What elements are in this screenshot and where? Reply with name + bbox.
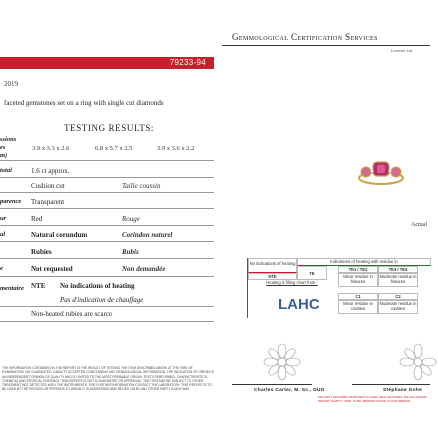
certificate-year: 2019 bbox=[4, 80, 18, 88]
species-en: Natural corundum bbox=[31, 231, 88, 239]
row-label-dimensions-1: ssions bbox=[0, 136, 17, 143]
disclaimer-fineprint: THE INFORMATION CONTAINED IN THE REPORT IS THE RESULT OF TESTING THE ITEM DESCRIBED ABOVE AT THE TIME OF EXAMINATION. NO GUARANTEE, LIABILITY ACCEPTED CONCERNING ANY GEMMOLOGICAL INFORMATION. THE INDICATION OF ORIGIN IS AN INDEPENDENT OPINION OF QUALITY AND IS LIMITED TO THE MOST PROBABLE ORIGIN. TESTS PERFORMED, CHARACTERISTICS, CHEMICAL AND PHYSICAL EVIDENCE. THIS REPORT IS NOT A GUARANTEE OR APPRAISAL. THE ITEM MAY BE SUBJECT TO OTHER TREATMENT NOT DETECTED WITH THE INSTRUMENTS. FOR FURTHER INFORMATION CONTACT THE LABORATORY. THIS REPORT IS TO BE USED BY THE PERSON OR PERSONS TO WHOM IT IS ADDRESSED AND RELIED ON BY ANY OTHER PARTY IN ANY WAY. bbox=[2, 366, 214, 392]
minor-cavities: Minor residue in cavities bbox=[338, 300, 378, 314]
variety-fr: Rubis bbox=[122, 248, 139, 256]
comment-en: No indications of heating bbox=[60, 282, 135, 290]
divider bbox=[0, 241, 214, 242]
divider bbox=[0, 177, 214, 178]
cut-en: Cushion cut bbox=[31, 182, 65, 190]
svg-text:LAHC: LAHC bbox=[278, 296, 320, 313]
actual-size-label: Actual bbox=[411, 222, 427, 228]
divider bbox=[0, 160, 214, 161]
divider bbox=[0, 276, 214, 277]
ring-photo bbox=[351, 148, 411, 194]
brand-underline bbox=[222, 45, 430, 46]
certificate-header-bar bbox=[0, 57, 214, 69]
colour-fr: Rouge bbox=[122, 215, 140, 223]
certificate-number: 79233-94 bbox=[169, 58, 206, 67]
comment-note: Non-heated rubies are scarce bbox=[31, 310, 113, 318]
dimension-stone-2: 6.8 x 5.7 x 2.5 bbox=[95, 145, 133, 152]
divider bbox=[0, 208, 214, 209]
divider bbox=[0, 225, 214, 226]
seal-flower-icon bbox=[262, 342, 302, 382]
signer-name-2: Stéphane Gohe bbox=[383, 388, 423, 393]
signer-name-1: Charles Carter, M. Sc., DUG bbox=[254, 388, 325, 393]
table-code-te1-te2: TE1 / TE2 bbox=[338, 266, 378, 273]
moderate-fissures: Moderate residue in fissures bbox=[378, 273, 418, 287]
variety-en: Rubies bbox=[31, 248, 52, 256]
moderate-cavities: Moderate residue in cavities bbox=[378, 300, 418, 314]
item-description: faceted gemstones set on a ring with single cut diamonds bbox=[4, 99, 164, 107]
brand-name: Gemmological Certification Services bbox=[232, 32, 378, 42]
divider bbox=[0, 306, 214, 307]
table-code-nte: NTE bbox=[248, 273, 297, 280]
heating-chart-label: Heating & filling chart from : bbox=[266, 280, 318, 285]
table-header-no-indications: No indications of heating bbox=[248, 258, 297, 273]
divider bbox=[0, 258, 214, 259]
row-label-phenomenon: e bbox=[0, 265, 3, 272]
brand-location: London UK bbox=[391, 48, 413, 53]
table-code-te: TE bbox=[297, 266, 327, 280]
cut-fr: Taille coussin bbox=[122, 182, 161, 190]
row-label-weight: total bbox=[0, 167, 12, 174]
seal-flower-icon bbox=[398, 342, 438, 382]
row-label-species: al bbox=[0, 231, 6, 238]
table-header-indications: Indications of heating with residue in bbox=[297, 258, 431, 266]
total-weight: 1.6 ct approx. bbox=[31, 167, 70, 175]
testing-results-title: TESTING RESULTS: bbox=[64, 123, 155, 133]
table-code-te3-te4: TE3 / TE4 bbox=[378, 266, 418, 273]
row-label-dimensions-2: es bbox=[0, 144, 6, 151]
heating-indications-table bbox=[247, 258, 430, 318]
divider bbox=[0, 321, 214, 322]
table-code-c2: C2 bbox=[378, 293, 418, 300]
divider bbox=[0, 192, 214, 193]
phenomenon-en: Not requested bbox=[31, 265, 73, 273]
row-label-transparency: parence bbox=[0, 198, 22, 205]
comment-fr: Pas d'indication de chauffage bbox=[60, 296, 144, 304]
phenomenon-fr: Non demandée bbox=[122, 265, 166, 273]
row-label-comment: mentaire bbox=[0, 285, 24, 292]
table-code-c1: C1 bbox=[338, 293, 378, 300]
species-fr: Corindon naturel bbox=[122, 231, 173, 239]
minor-fissures: Minor residue in fissures bbox=[338, 273, 378, 287]
row-label-dimensions-3: m) bbox=[0, 152, 8, 159]
security-note: SECURITY FEATURES: MICROTEXT IN LINES, SEAL FEATURES, AND HOLOGRAM. REPORT VALIDITY: CERT. TO BE VERIFIED ONLINE AT OUR WEBSITE. bbox=[318, 395, 428, 403]
transparency: Transparent bbox=[31, 198, 65, 206]
lahc-logo bbox=[276, 292, 320, 314]
signature-line bbox=[232, 384, 312, 385]
row-label-colour: ur bbox=[0, 215, 7, 222]
dimension-stone-1: 3.9 x 3.3 x 2.6 bbox=[32, 145, 70, 152]
comment-code: NTE bbox=[31, 282, 46, 290]
dimension-stone-3: 3.9 x 3.6 x 2.2 bbox=[157, 145, 195, 152]
colour-en: Red bbox=[31, 215, 43, 223]
signature-line bbox=[352, 384, 430, 385]
